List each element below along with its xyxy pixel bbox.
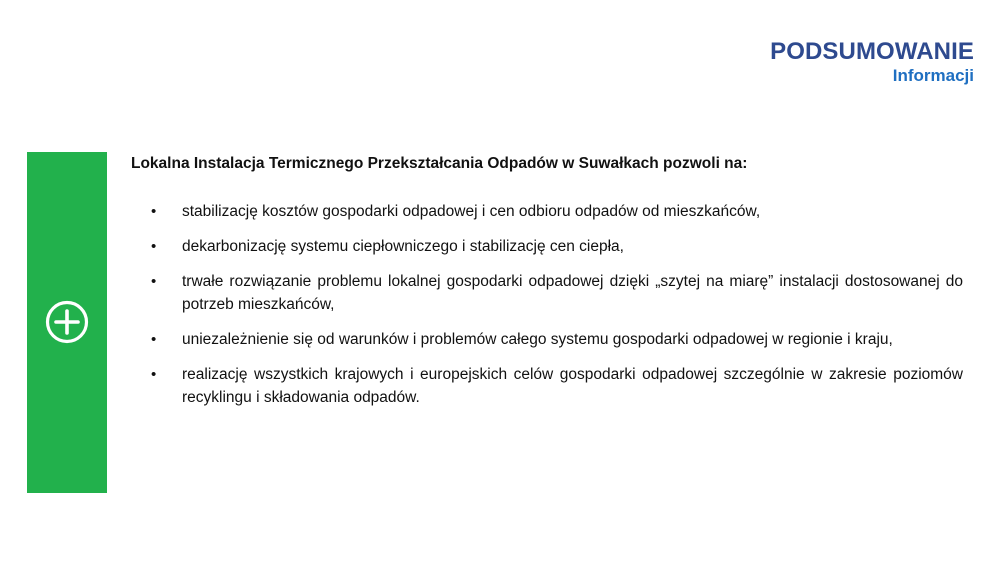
bullet-item [131, 235, 963, 258]
bullet-item [131, 328, 963, 351]
bullet-item [131, 270, 963, 316]
bullet-dot: • [151, 331, 157, 348]
bullet-text: stabilizację kosztów gospodarki odpadowej i cen odbioru odpadów od mieszkańców, [182, 203, 761, 220]
slide-header [770, 38, 974, 86]
slide-title: PODSUMOWANIE [770, 38, 974, 65]
bullet-dot: • [151, 273, 157, 290]
bullet-item [131, 200, 963, 223]
bullet-dot: • [151, 238, 157, 255]
intro-text: Lokalna Instalacja Termicznego Przekształcania Odpadów w Suwałkach pozwoli na: [131, 155, 748, 172]
plus-circle-icon [45, 300, 89, 344]
bullet-text: uniezależnienie się od warunków i problemów całego systemu gospodarki odpadowej w regionie i kraju, [182, 331, 893, 348]
bullet-text: dekarbonizację systemu ciepłowniczego i stabilizację cen ciepła, [182, 238, 624, 255]
slide-subtitle: Informacji [892, 66, 974, 85]
bullet-text: trwałe rozwiązanie problemu lokalnej gospodarki odpadowej dzięki „szytej na miarę” instalacji dostosowanej do potrzeb mieszkańców, [182, 273, 963, 313]
slide-content [131, 153, 963, 421]
bullet-list [131, 200, 963, 409]
bullet-text: realizację wszystkich krajowych i europejskich celów gospodarki odpadowej szczególnie w zakresie poziomów recyklingu i składowania odpadów. [182, 366, 963, 406]
green-sidebar [27, 152, 107, 493]
bullet-item [131, 363, 963, 409]
bullet-dot: • [151, 203, 157, 220]
bullet-dot: • [151, 366, 157, 383]
